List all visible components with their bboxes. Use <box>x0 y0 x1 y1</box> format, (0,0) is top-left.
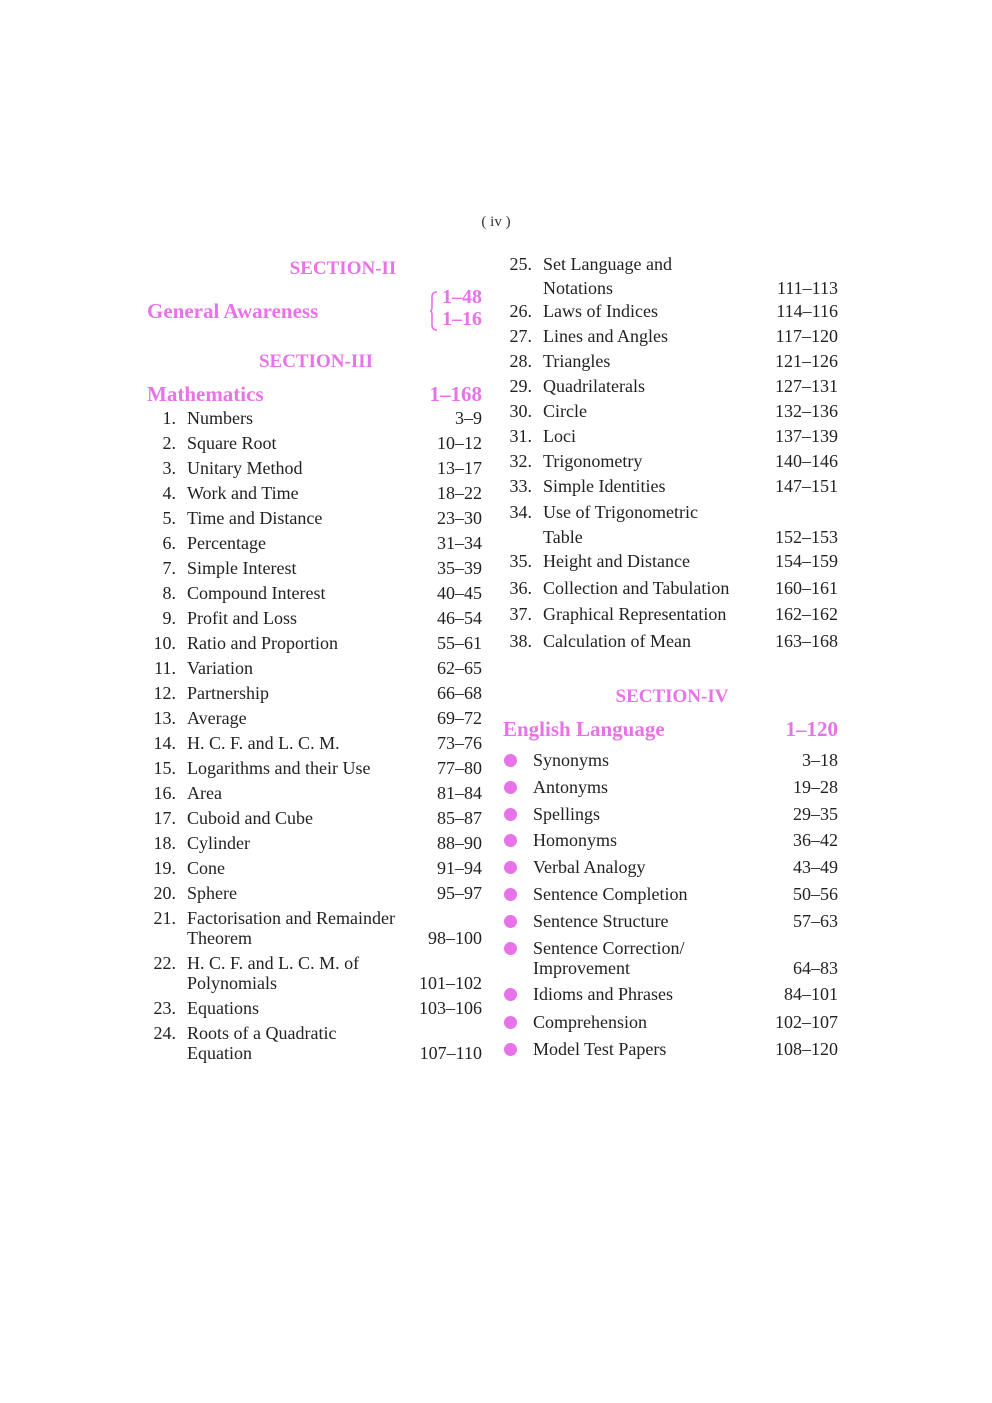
entry-pages: 160–161 <box>775 577 838 598</box>
entry-number: 19. <box>153 858 176 878</box>
entry-number: 15. <box>153 758 176 778</box>
entry-title: Roots of a Quadratic <box>187 1023 337 1043</box>
entry-title: Sphere <box>187 883 237 903</box>
entry-title: Sentence Correction/ <box>533 938 685 958</box>
entry-pages: 73–76 <box>437 733 482 753</box>
entry-number: 4. <box>162 483 176 503</box>
entry-pages: 108–120 <box>775 1039 838 1059</box>
entry-pages: 77–80 <box>437 758 482 778</box>
general-awareness-title: General Awareness <box>147 299 319 323</box>
mathematics-title: Mathematics <box>147 382 264 406</box>
section-2-heading: SECTION-II <box>289 258 397 279</box>
entry-title: Cone <box>187 858 225 878</box>
entry-pages: 147–151 <box>775 476 838 496</box>
entry-pages: 95–97 <box>437 883 482 903</box>
toc-entry <box>147 1023 482 1063</box>
entry-number: 29. <box>509 376 532 396</box>
entry-pages: 57–63 <box>793 910 838 931</box>
entry-title: Area <box>187 783 222 803</box>
entry-pages: 91–94 <box>437 858 482 878</box>
entry-number: 10. <box>153 633 176 653</box>
entry-pages: 10–12 <box>437 433 482 453</box>
entry-pages: 50–56 <box>793 884 838 904</box>
entry-pages: 69–72 <box>437 708 482 728</box>
entry-number: 25. <box>509 254 532 274</box>
bullet-icon <box>504 861 517 874</box>
entry-number: 11. <box>154 658 176 678</box>
entry-title-continued: Polynomials <box>187 973 278 993</box>
entry-pages: 140–146 <box>775 451 838 471</box>
entry-pages: 102–107 <box>775 1011 838 1032</box>
entry-number: 35. <box>509 551 532 571</box>
mathematics-pages: 1–168 <box>429 382 482 406</box>
entry-pages: 66–68 <box>437 683 482 703</box>
entry-pages: 46–54 <box>437 608 482 628</box>
entry-number: 14. <box>153 733 176 753</box>
entry-number: 33. <box>509 476 532 496</box>
entry-number: 36. <box>509 577 532 598</box>
toc-entry <box>503 254 838 298</box>
entry-title: Ratio and Proportion <box>187 633 338 653</box>
entry-title: Logarithms and their Use <box>187 758 371 778</box>
general-awareness-pages-a: 1–48 <box>442 286 482 308</box>
entry-pages: 84–101 <box>784 984 838 1004</box>
entry-number: 22. <box>153 953 176 973</box>
entry-title-continued: Notations <box>543 278 613 298</box>
entry-title: Numbers <box>187 408 253 428</box>
entry-title: Equations <box>187 998 259 1018</box>
entry-title: Use of Trigonometric <box>543 502 698 522</box>
entry-title: Variation <box>187 658 253 678</box>
entry-title: Cuboid and Cube <box>187 808 313 828</box>
entry-title: Set Language and <box>543 254 672 274</box>
bullet-icon <box>504 1043 517 1056</box>
entry-number: 28. <box>509 351 532 371</box>
entry-title: H. C. F. and L. C. M. <box>187 733 340 753</box>
entry-number: 2. <box>162 433 176 453</box>
entry-number: 37. <box>509 604 532 625</box>
entry-number: 21. <box>153 908 176 928</box>
entry-title: Sentence Completion <box>533 884 688 904</box>
entry-number: 26. <box>509 301 532 321</box>
entry-title: Antonyms <box>533 776 609 797</box>
page-number: ( iv ) <box>481 214 511 230</box>
entry-title: Spellings <box>533 803 601 824</box>
english-language-title: English Language <box>503 717 665 741</box>
entry-pages: 98–100 <box>428 928 482 948</box>
entry-pages: 29–35 <box>793 803 838 824</box>
entry-title: Idioms and Phrases <box>533 984 673 1004</box>
entry-title-continued: Equation <box>187 1043 252 1063</box>
entry-pages: 62–65 <box>437 658 482 678</box>
entry-pages: 152–153 <box>775 527 838 547</box>
entry-pages: 114–116 <box>776 301 838 321</box>
entry-number: 23. <box>153 998 176 1018</box>
entry-number: 12. <box>153 683 176 703</box>
entry-title-continued: Theorem <box>187 928 252 948</box>
bullet-icon <box>504 781 517 794</box>
entry-number: 17. <box>153 808 176 828</box>
entry-number: 31. <box>509 426 532 446</box>
section-4-heading: SECTION-IV <box>615 686 729 707</box>
entry-pages: 162–162 <box>775 604 838 625</box>
entry-title: Compound Interest <box>187 583 326 603</box>
entry-title: Collection and Tabulation <box>543 577 730 598</box>
entry-number: 5. <box>162 508 176 528</box>
entry-title: Sentence Structure <box>533 910 669 931</box>
entry-title-continued: Table <box>543 527 583 547</box>
entry-title: Verbal Analogy <box>533 857 646 878</box>
toc-entry <box>147 908 482 948</box>
entry-pages: 111–113 <box>777 278 838 298</box>
entry-title: Profit and Loss <box>187 608 297 628</box>
entry-pages: 137–139 <box>775 426 838 446</box>
bullet-icon <box>504 834 517 847</box>
toc-entry <box>503 502 838 547</box>
entry-title: Time and Distance <box>187 508 323 528</box>
entry-pages: 81–84 <box>437 783 482 803</box>
entry-number: 1. <box>162 408 176 428</box>
bullet-icon <box>504 988 517 1001</box>
entry-title-continued: Improvement <box>533 958 630 978</box>
general-awareness-pages-b: 1–16 <box>442 308 482 330</box>
entry-title: Loci <box>543 426 576 446</box>
bullet-icon <box>504 808 517 821</box>
entry-pages: 103–106 <box>419 998 482 1018</box>
entry-title: Square Root <box>187 433 277 453</box>
entry-title: Simple Identities <box>543 476 666 496</box>
entry-number: 8. <box>162 583 176 603</box>
entry-title: H. C. F. and L. C. M. of <box>187 953 360 973</box>
entry-title: Average <box>187 708 247 728</box>
bullet-icon <box>504 942 517 955</box>
entry-title: Calculation of Mean <box>543 631 691 652</box>
entry-pages: 40–45 <box>437 583 482 603</box>
entry-number: 27. <box>509 326 532 346</box>
entry-number: 9. <box>162 608 176 628</box>
entry-pages: 64–83 <box>793 958 838 978</box>
entry-title: Laws of Indices <box>543 301 658 321</box>
entry-pages: 121–126 <box>775 351 838 371</box>
entry-number: 20. <box>153 883 176 903</box>
entry-title: Lines and Angles <box>543 326 668 346</box>
entry-number: 6. <box>162 533 176 553</box>
entry-pages: 88–90 <box>437 833 482 853</box>
entry-number: 30. <box>509 401 532 421</box>
entry-pages: 35–39 <box>437 558 482 578</box>
entry-pages: 13–17 <box>437 458 482 478</box>
entry-number: 18. <box>153 833 176 853</box>
entry-title: Comprehension <box>533 1011 647 1032</box>
entry-title: Work and Time <box>187 483 299 503</box>
entry-number: 38. <box>509 631 532 652</box>
bullet-entry <box>503 938 838 978</box>
bullet-icon <box>504 888 517 901</box>
entry-pages: 18–22 <box>437 483 482 503</box>
bullet-icon <box>504 1016 517 1029</box>
entry-pages: 127–131 <box>775 376 838 396</box>
toc-entry <box>147 953 482 993</box>
entry-pages: 107–110 <box>419 1043 482 1063</box>
entry-pages: 163–168 <box>775 631 838 652</box>
entry-title: Factorisation and Remainder <box>187 908 395 928</box>
entry-number: 34. <box>509 502 532 522</box>
entry-pages: 154–159 <box>775 551 838 571</box>
section-3-heading: SECTION-III <box>258 351 374 372</box>
entry-pages: 85–87 <box>437 808 482 828</box>
entry-pages: 55–61 <box>437 633 482 653</box>
entry-number: 7. <box>162 558 176 578</box>
entry-pages: 3–18 <box>802 750 838 770</box>
entry-title: Unitary Method <box>187 458 303 478</box>
english-language-pages: 1–120 <box>785 717 838 741</box>
entry-title: Partnership <box>187 683 269 703</box>
entry-title: Triangles <box>543 351 611 371</box>
entry-pages: 101–102 <box>419 973 482 993</box>
entry-pages: 43–49 <box>793 857 838 878</box>
entry-number: 3. <box>162 458 176 478</box>
entry-title: Model Test Papers <box>533 1039 667 1059</box>
entry-number: 16. <box>153 783 176 803</box>
entry-pages: 132–136 <box>775 401 838 421</box>
entry-title: Homonyms <box>533 830 618 851</box>
entry-title: Simple Interest <box>187 558 297 578</box>
entry-pages: 3–9 <box>455 408 482 428</box>
entry-number: 32. <box>509 451 532 471</box>
entry-pages: 31–34 <box>437 533 482 553</box>
entry-pages: 36–42 <box>793 830 838 851</box>
entry-pages: 19–28 <box>793 776 838 797</box>
entry-pages: 23–30 <box>437 508 482 528</box>
entry-title: Synonyms <box>533 750 610 770</box>
entry-title: Quadrilaterals <box>543 376 645 396</box>
entry-pages: 117–120 <box>775 326 838 346</box>
entry-title: Graphical Representation <box>543 604 727 625</box>
entry-title: Trigonometry <box>543 451 643 471</box>
entry-title: Percentage <box>187 533 266 553</box>
entry-title: Circle <box>543 401 587 421</box>
entry-title: Height and Distance <box>543 551 690 571</box>
entry-number: 24. <box>153 1023 176 1043</box>
brace-icon <box>430 291 438 331</box>
bullet-icon <box>504 915 517 928</box>
entry-number: 13. <box>153 708 176 728</box>
entry-title: Cylinder <box>187 833 250 853</box>
bullet-icon <box>504 754 517 767</box>
